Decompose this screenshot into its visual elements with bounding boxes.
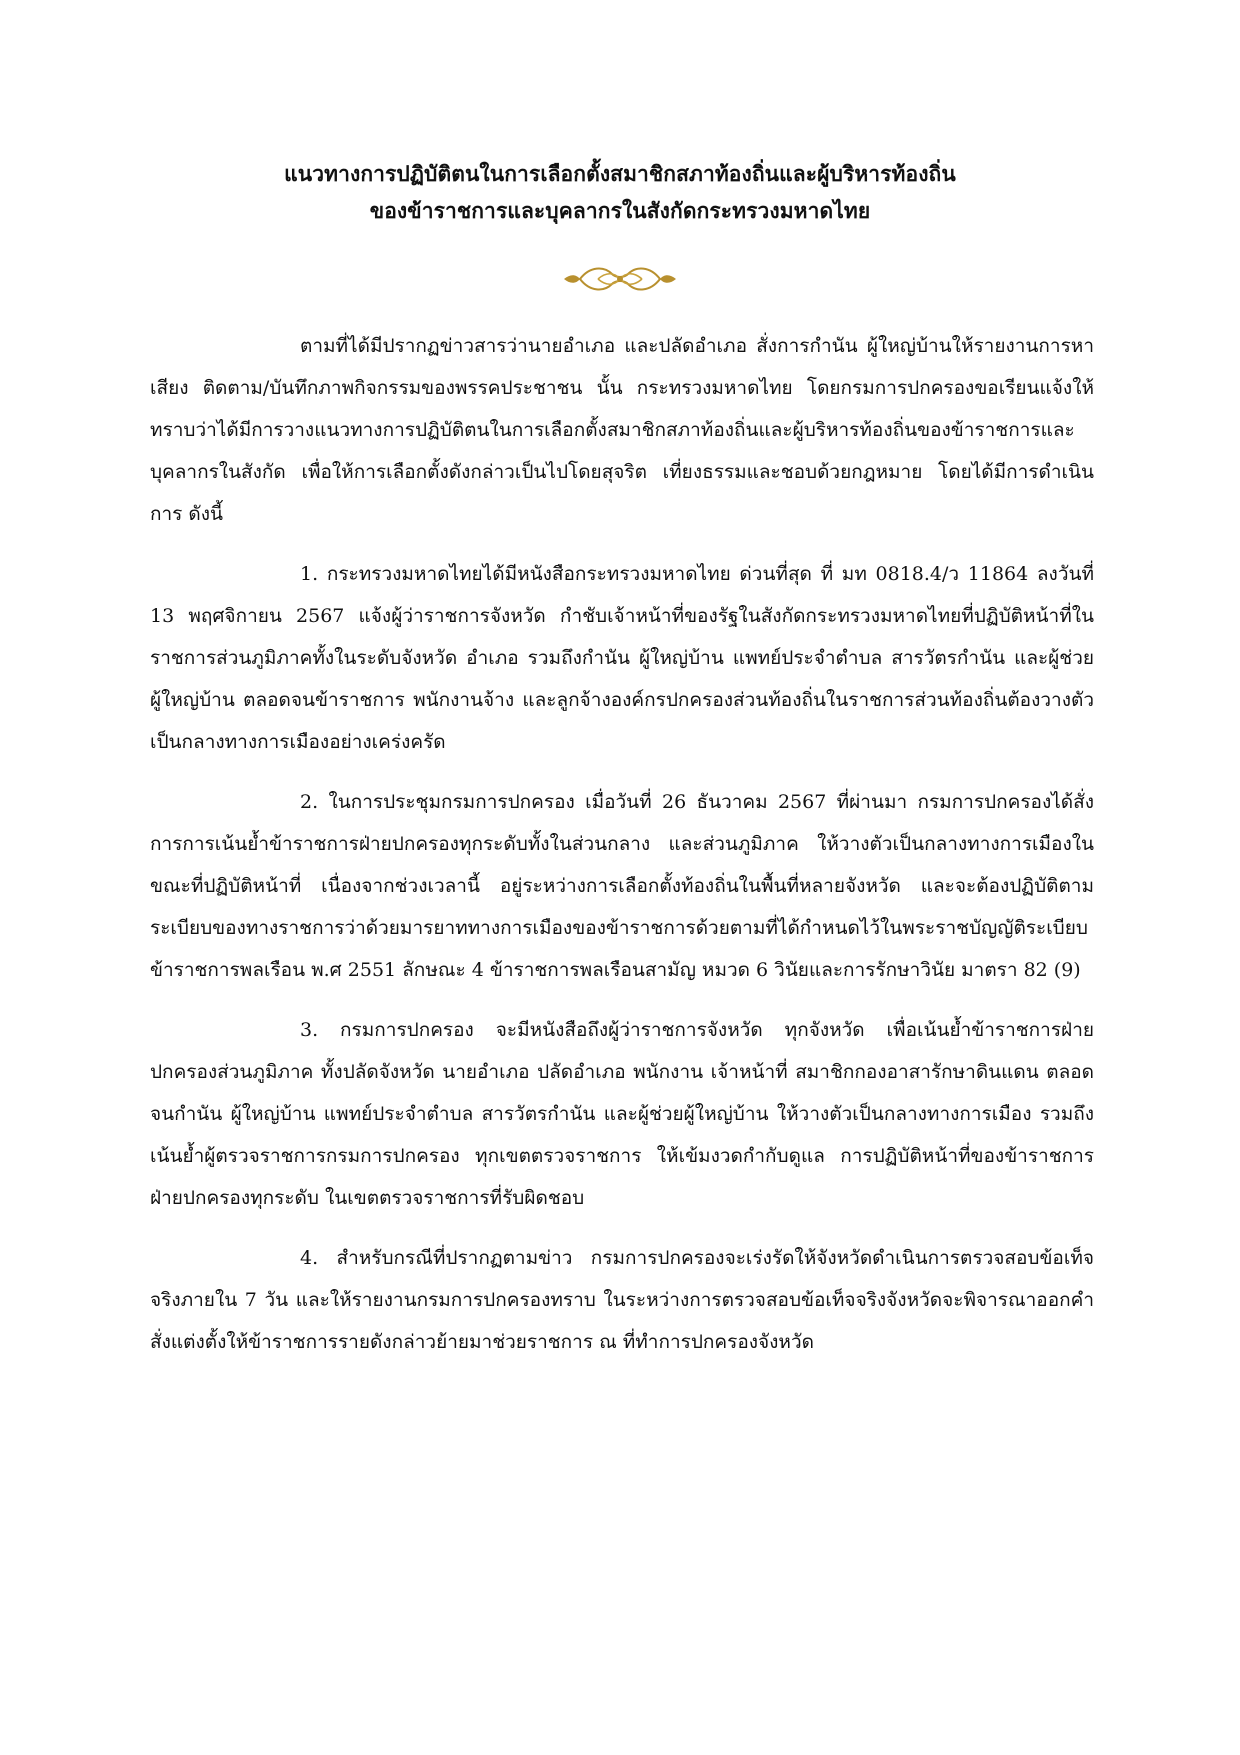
- gold-flourish-divider-icon: [480, 262, 760, 296]
- paragraph-item-4: 4. สำหรับกรณีที่ปรากฏตามข่าว กรมการปกครองจะเร่งรัดให้จังหวัดดำเนินการตรวจสอบข้อเท็จจริงภายใน 7 วัน และให้รายงานกรมการปกครองทราบ ในระหว่างการตรวจสอบข้อเท็จจริงจังหวัดจะพิจารณาออกคำสั่งแต่งตั้งให้ข้าราชการรายดังกล่าวย้ายมาช่วยราชการ ณ ที่ทำการปกครองจังหวัด: [150, 1247, 1094, 1353]
- paragraph-item-3: 3. กรมการปกครอง จะมีหนังสือถึงผู้ว่าราชการจังหวัด ทุกจังหวัด เพื่อเน้นย้ำข้าราชการฝ่ายปกครองส่วนภูมิภาค ทั้งปลัดจังหวัด นายอำเภอ ปลัดอำเภอ พนักงาน เจ้าหน้าที่ สมาชิกกองอาสารักษาดินแดน ตลอดจนกำนัน ผู้ใหญ่บ้าน แพทย์ประจำตำบล สารวัตรกำนัน และผู้ช่วยผู้ใหญ่บ้าน ให้วางตัวเป็นกลางทางการเมือง รวมถึงเน้นย้ำผู้ตรวจราชการกรมการปกครอง ทุกเขตตรวจราชการ ให้เข้มงวดกำกับดูแล การปฏิบัติหน้าที่ของข้าราชการฝ่ายปกครองทุกระดับ ในเขตตรวจราชการที่รับผิดชอบ: [150, 1019, 1094, 1209]
- document-title-line-2: ของข้าราชการและบุคลากรในสังกัดกระทรวงมหาดไทย: [369, 198, 871, 223]
- paragraph-item-2: 2. ในการประชุมกรมการปกครอง เมื่อวันที่ 26 ธันวาคม 2567 ที่ผ่านมา กรมการปกครองได้สั่งการการเน้นย้ำข้าราชการฝ่ายปกครองทุกระดับทั้งในส่วนกลาง และส่วนภูมิภาค ให้วางตัวเป็นกลางทางการเมืองในขณะที่ปฏิบัติหน้าที่ เนื่องจากช่วงเวลานี้ อยู่ระหว่างการเลือกตั้งท้องถิ่นในพื้นที่หลายจังหวัด และจะต้องปฏิบัติตามระเบียบของทางราชการว่าด้วยมารยาททางการเมืองของข้าราชการด้วยตามที่ได้กำหนดไว้ในพระราชบัญญัติระเบียบข้าราชการพลเรือน พ.ศ 2551 ลักษณะ 4 ข้าราชการพลเรือนสามัญ หมวด 6 วินัยและการรักษาวินัย มาตรา 82 (9): [150, 791, 1094, 981]
- document-body: [150, 325, 1094, 1381]
- paragraph-item-1: 1. กระทรวงมหาดไทยได้มีหนังสือกระทรวงมหาดไทย ด่วนที่สุด ที่ มท 0818.4/ว 11864 ลงวันที่ 13 พฤศจิกายน 2567 แจ้งผู้ว่าราชการจังหวัด กำชับเจ้าหน้าที่ของรัฐในสังกัดกระทรวงมหาดไทยที่ปฏิบัติหน้าที่ในราชการส่วนภูมิภาคทั้งในระดับจังหวัด อำเภอ รวมถึงกำนัน ผู้ใหญ่บ้าน แพทย์ประจำตำบล สารวัตรกำนัน และผู้ช่วยผู้ใหญ่บ้าน ตลอดจนข้าราชการ พนักงานจ้าง และลูกจ้างองค์กรปกครองส่วนท้องถิ่นในราชการส่วนท้องถิ่นต้องวางตัวเป็นกลางทางการเมืองอย่างเคร่งครัด: [150, 563, 1094, 753]
- document-title-line-1: แนวทางการปฏิบัติตนในการเลือกตั้งสมาชิกสภาท้องถิ่นและผู้บริหารท้องถิ่น: [284, 161, 956, 186]
- paragraph-intro: ตามที่ได้มีปรากฏข่าวสารว่านายอำเภอ และปลัดอำเภอ สั่งการกำนัน ผู้ใหญ่บ้านให้รายงานการหาเสียง ติดตาม/บันทึกภาพกิจกรรมของพรรคประชาชน นั้น กระทรวงมหาดไทย โดยกรมการปกครองขอเรียนแจ้งให้ทราบว่าได้มีการวางแนวทางการปฏิบัติตนในการเลือกตั้งสมาชิกสภาท้องถิ่นและผู้บริหารท้องถิ่นของข้าราชการและบุคลากรในสังกัด เพื่อให้การเลือกตั้งดังกล่าวเป็นไปโดยสุจริต เที่ยงธรรมและชอบด้วยกฎหมาย โดยได้มีการดำเนินการ ดังนี้: [150, 335, 1094, 525]
